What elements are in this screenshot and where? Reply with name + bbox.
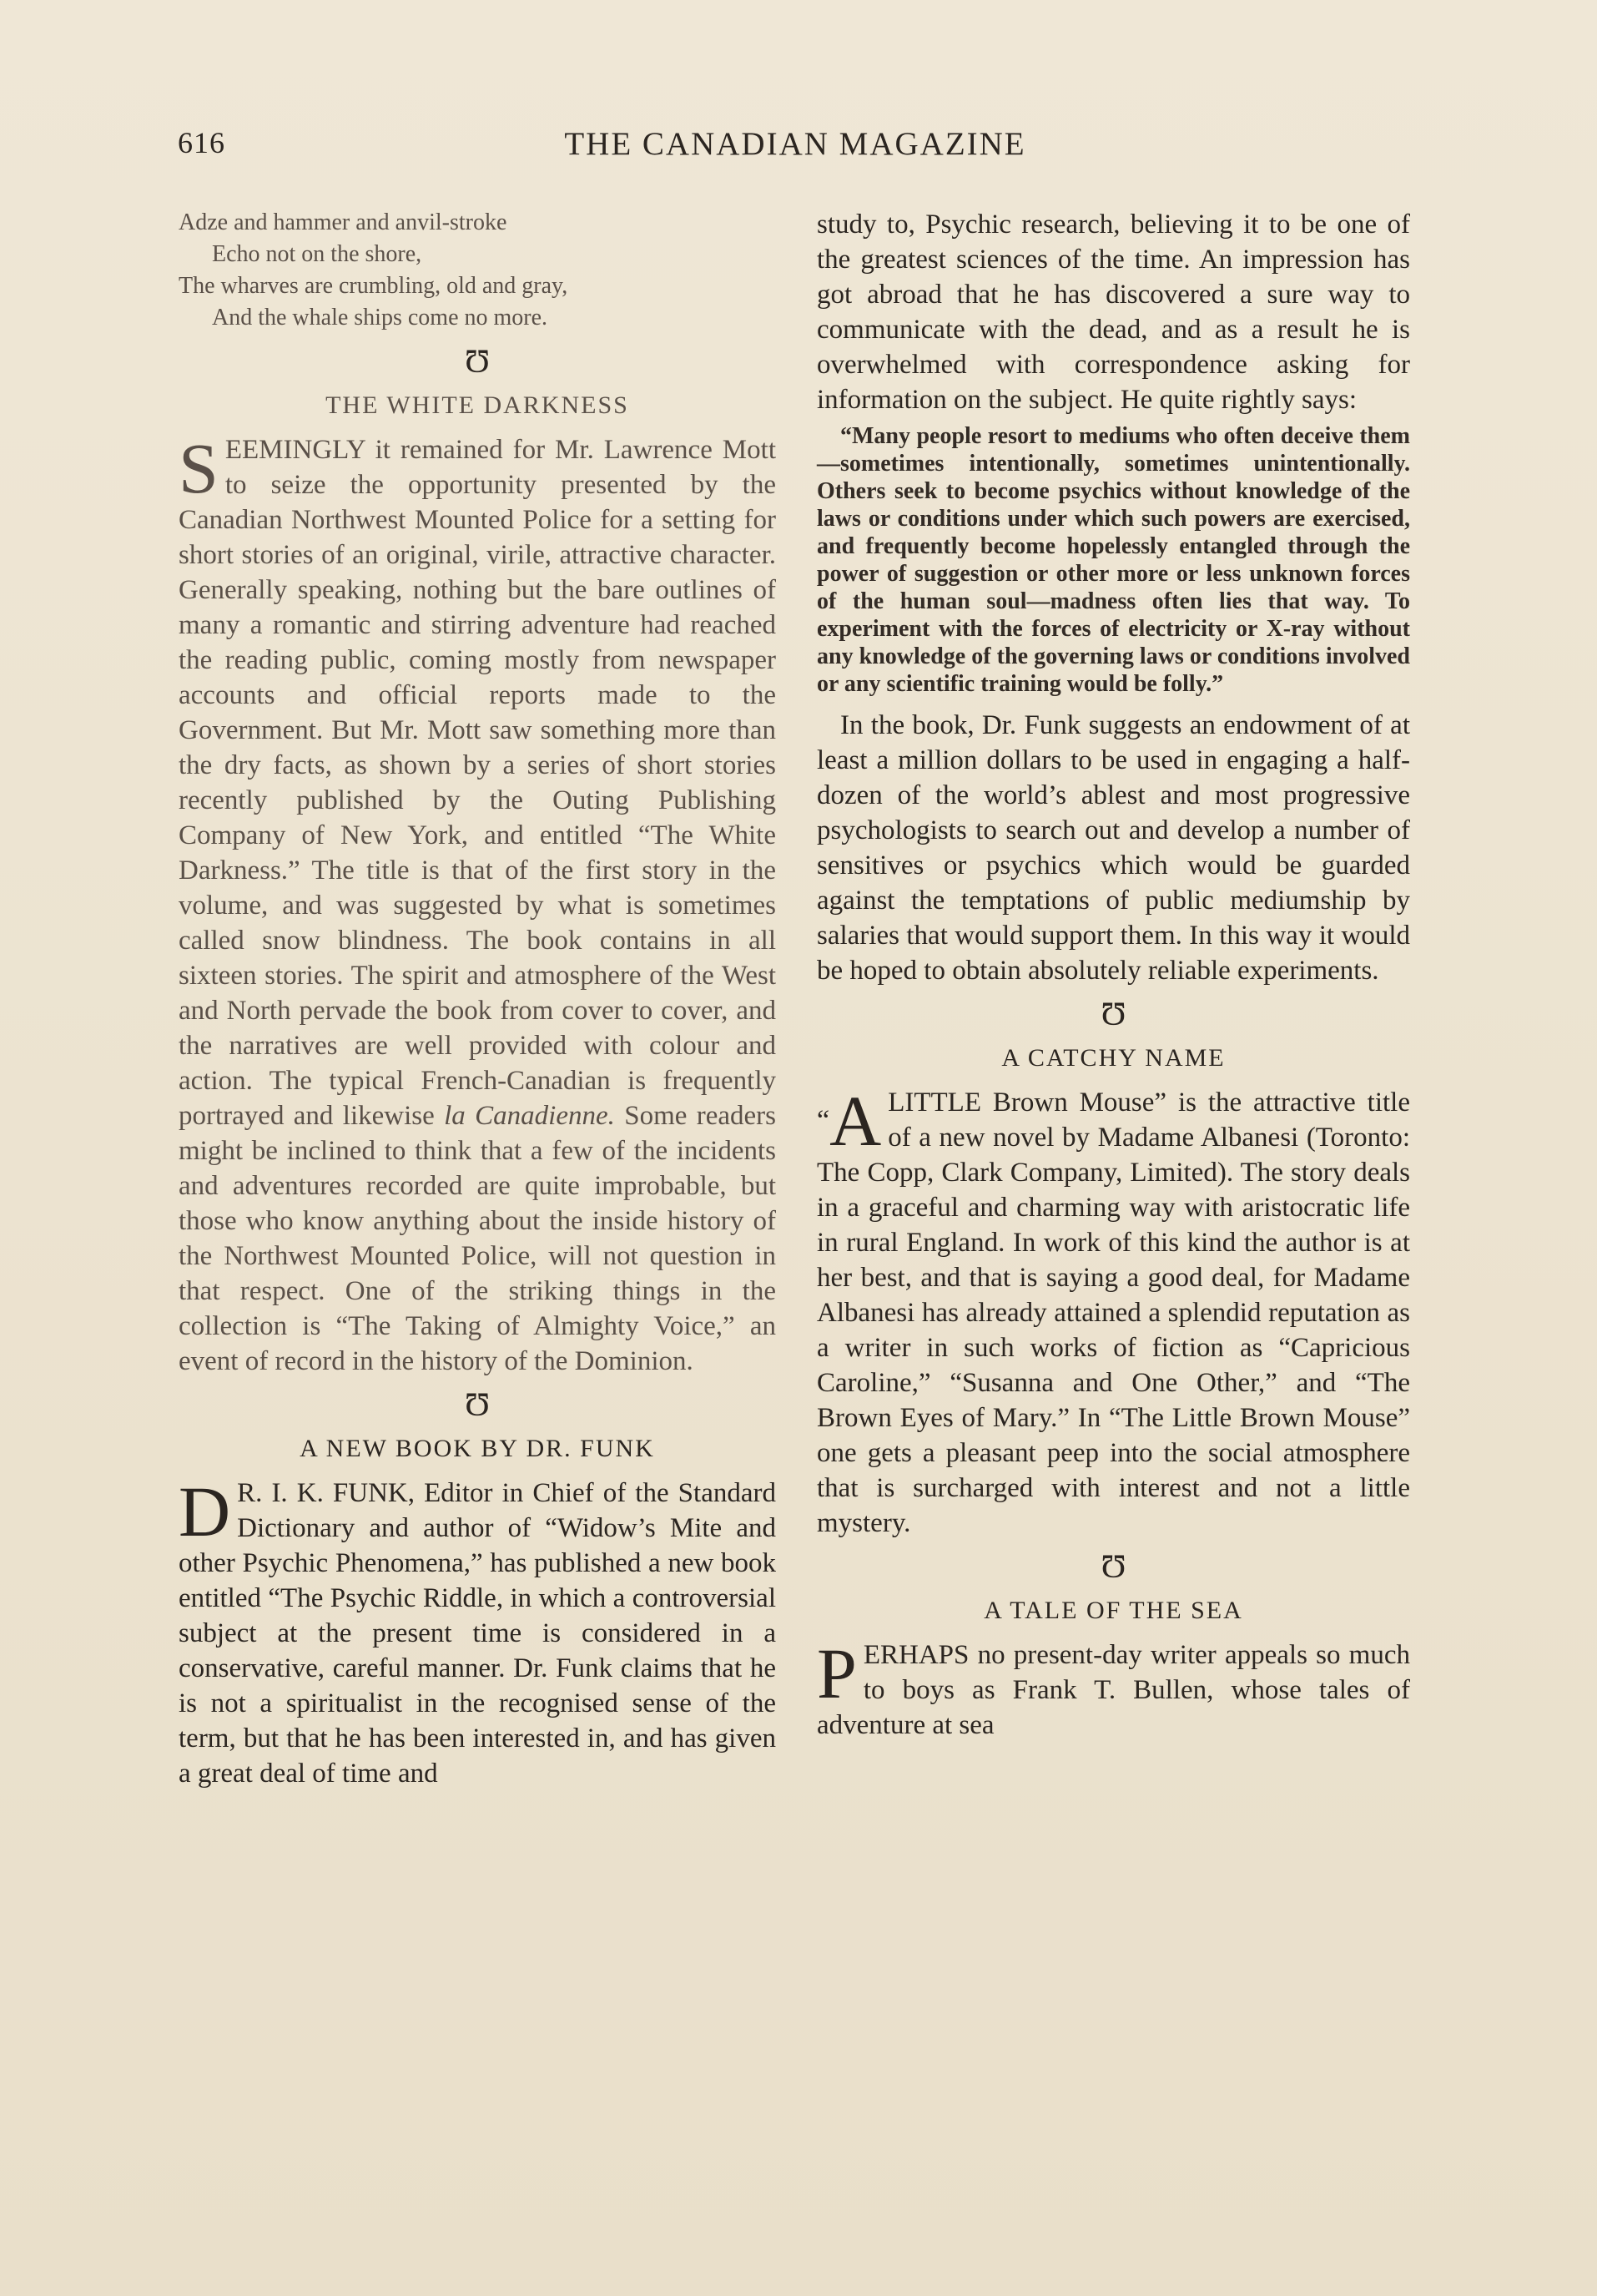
page-number: 616 [178, 126, 225, 159]
article-body: ERHAPS no present-day writer appeals so much to boys as Frank T. Bullen, whose tales of adventure at sea [817, 1640, 1410, 1740]
article-sea [817, 1633, 1410, 1743]
poem-line: Adze and hammer and anvil-stroke [179, 209, 507, 235]
left-column [179, 207, 776, 1791]
block-quote: “Many people resort to mediums who often deceive them—sometimes intentionally, sometimes unintentionally. Others seek to become psychics without knowledge of the laws or conditions under which such powers are exercised, and frequently become hopelessly entangled through the power of suggestion or other more or less unknown forces of the human soul—madness often lies that way. To experiment with the forces of electricity or X-ray without any knowledge of the governing laws or conditions involved or any scientific training would be folly.” [817, 423, 1410, 697]
article-body: EEMINGLY it remained for Mr. Lawrence Mott to seize the opportunity presented by the Canadian Northwest Mounted Police for a setting for short stories of an original, virile, attractive character. Generally speaking, nothing but the bare outlines of many a romantic and stirring adventure had reached the reading public, coming mostly from newspaper accounts and official reports made to the Government. But Mr. Mott saw something more than the dry facts, as shown by a series of short stories recently published by the Outing Publishing Company of New York, and entitled “The White Darkness.” The title is that of the first story in the volume, and was suggested by what is sometimes called snow blindness. The book contains in all sixteen stories. The spirit and atmosphere of the West and North pervade the book from cover to cover, and the narratives are well provided with colour and action. The typical French-Canadian is frequently portrayed and likewise [179, 435, 776, 1131]
right-column [817, 207, 1410, 1743]
drop-cap: P [817, 1633, 857, 1713]
italic-phrase: la Canadienne. [444, 1101, 615, 1131]
magazine-title: THE CANADIAN MAGAZINE [564, 126, 1026, 162]
drop-cap: S [179, 428, 219, 508]
open-quote: “ [817, 1105, 830, 1136]
ornament-icon: Ʊ [1101, 995, 1126, 1032]
ornament-icon: Ʊ [465, 1385, 490, 1423]
page-header [178, 125, 1413, 167]
ornament-icon: Ʊ [1101, 1547, 1126, 1585]
drop-cap-letter: A [829, 1081, 882, 1161]
ornament-icon: Ʊ [465, 342, 490, 380]
article-catchy-name [817, 1081, 1410, 1541]
section-title-funk: A NEW BOOK BY DR. FUNK [300, 1435, 655, 1462]
article-funk [179, 1471, 776, 1791]
article-body: LITTLE Brown Mouse” is the attractive title of a new novel by Madame Albanesi (Toronto: The Copp, Clark Company, Limited). The story deals in a graceful and charming way with aristocratic life in rural England. In work of this kind the author is at her best, and that is saying a good deal, for Madame Albanesi has already attained a splendid reputation as a writer in such works of fiction as “Capricious Caroline,” “Susanna and One Other,” and “The Brown Eyes of Mary.” In “The Little Brown Mouse” one gets a pleasant peep into the social atmosphere that is surcharged with interest and not a little mystery. [817, 1087, 1410, 1538]
article-funk-continued: study to, Psychic research, believing it to be one of the greatest sciences of the time. An impression has got abroad that he has discovered a sure way to communicate with the dead, and as a result he is overwhelmed with correspondence asking for information on the subject. He quite rightly says: [817, 209, 1410, 415]
poem-line: Echo not on the shore, [212, 241, 422, 267]
article-body-end: Some readers might be inclined to think that a few of the incidents and adventures recorded are quite improbable, but those who know anything about the inside history of the Northwest Mounted Police, will not question in that respect. One of the striking things in the collection is “The Taking of Almighty Voice,” an event of record in the history of the Dominion. [179, 1101, 777, 1376]
drop-cap [817, 1081, 888, 1161]
poem-stanza [179, 207, 776, 334]
poem-line: The wharves are crumbling, old and gray, [179, 273, 568, 299]
poem-line: And the whale ships come no more. [212, 305, 548, 331]
section-title-catchy-name: A CATCHY NAME [1001, 1044, 1226, 1072]
article-funk-end: In the book, Dr. Funk suggests an endowment of at least a million dollars to be used in engaging a half-dozen of the world’s ablest and most progressive psychologists to search out and develop a number of sensitives or psychics which would be guarded against the temptations of public mediumship by salaries that would support them. In this way it would be hoped to obtain absolutely reliable experiments. [817, 710, 1410, 986]
drop-cap: D [179, 1471, 231, 1552]
article-white-darkness [179, 428, 777, 1379]
section-title-sea: A TALE OF THE SEA [984, 1597, 1243, 1624]
section-title-white-darkness: THE WHITE DARKNESS [325, 391, 629, 419]
article-body: R. I. K. FUNK, Editor in Chief of the Standard Dictionary and author of “Widow’s Mite and other Psychic Phenomena,” has published a new book entitled “The Psychic Riddle, in which a controversial subject at the present time is considered in a conservative, careful manner. Dr. Funk claims that he is not a spiritualist in the recognised sense of the term, but that he has been interested in, and has given a great deal of time and [179, 1478, 776, 1789]
